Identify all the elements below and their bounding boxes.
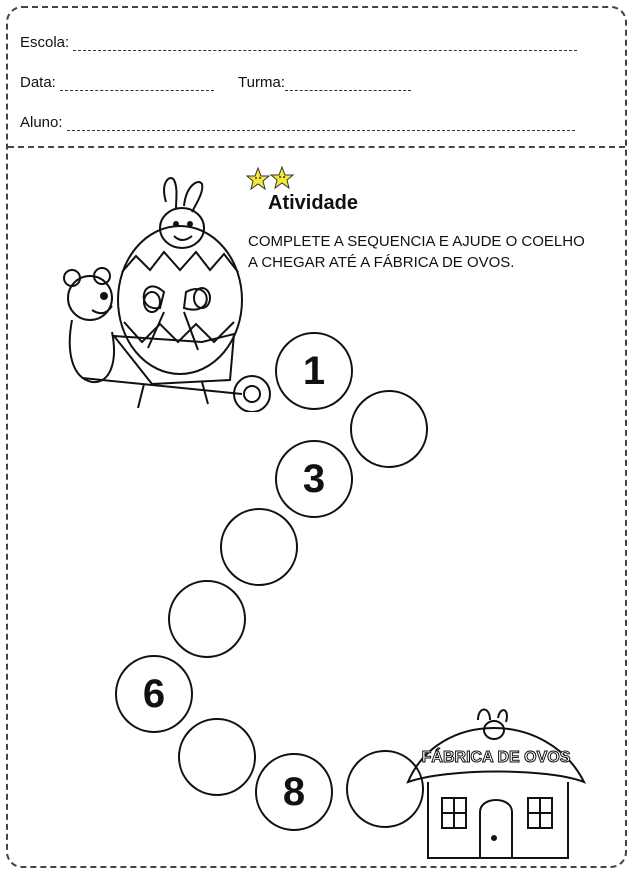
sequence-circle-5[interactable] [168, 580, 246, 658]
turma-label: Turma: [238, 74, 285, 91]
activity-instructions: COMPLETE A SEQUENCIA E AJUDE O COELHO A CHEGAR ATÉ A FÁBRICA DE OVOS. [248, 233, 585, 271]
escola-field[interactable] [20, 34, 577, 51]
factory-sign-text: FÁBRICA DE OVOS [421, 749, 571, 766]
turma-field[interactable] [238, 74, 411, 91]
escola-blank[interactable] [73, 38, 577, 51]
aluno-field[interactable] [20, 114, 575, 131]
sequence-circle-8: 8 [255, 753, 333, 831]
sequence-circle-2[interactable] [350, 390, 428, 468]
aluno-blank[interactable] [67, 118, 575, 131]
data-label: Data: [20, 74, 56, 91]
bunny-wheelbarrow-illustration [52, 172, 280, 412]
sequence-circle-3: 3 [275, 440, 353, 518]
turma-blank[interactable] [285, 78, 411, 91]
activity-title: Atividade [268, 192, 359, 214]
data-blank[interactable] [60, 78, 214, 91]
header-divider [8, 146, 625, 148]
sequence-circle-1: 1 [275, 332, 353, 410]
aluno-label: Aluno: [20, 114, 63, 131]
escola-label: Escola: [20, 34, 70, 51]
sequence-circle-6: 6 [115, 655, 193, 733]
data-field[interactable] [20, 74, 214, 91]
sequence-circle-7[interactable] [178, 718, 256, 796]
sequence-circle-4[interactable] [220, 508, 298, 586]
egg-factory-illustration [398, 700, 594, 864]
